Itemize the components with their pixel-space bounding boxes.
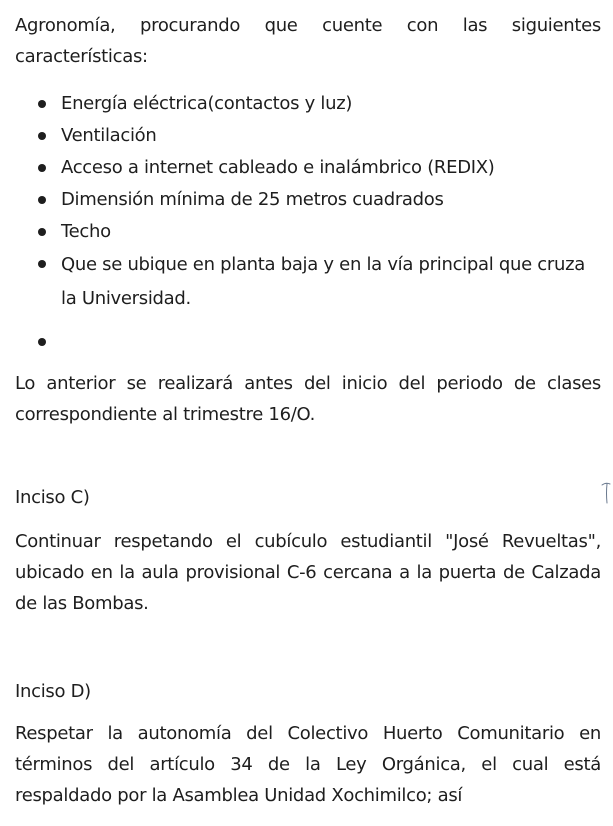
list-item — [15, 152, 601, 184]
bullet-dot-icon — [38, 100, 46, 108]
requirements-list — [15, 88, 601, 352]
inciso-c-heading: Inciso C) — [15, 487, 90, 508]
bullet-dot-icon — [38, 260, 46, 268]
bullet-dot-icon — [38, 164, 46, 172]
inciso-c-paragraph: Continuar respetando el cubículo estudiantil "José Revueltas", ubicado en la aula provisional C-6 cercana a la puerta de Calzada de las Bombas. — [15, 531, 601, 614]
intro-paragraph: Agronomía, procurando que cuente con las siguientes características: — [15, 15, 601, 67]
bullet-dot-icon — [38, 196, 46, 204]
list-item-text: Techo — [61, 221, 111, 242]
bullet-dot-icon — [38, 338, 46, 346]
list-item-text: Dimensión mínima de 25 metros cuadrados — [61, 189, 444, 210]
list-item-text: Energía eléctrica(contactos y luz) — [61, 93, 353, 114]
list-item-text: Ventilación — [61, 125, 157, 146]
list-item — [15, 248, 601, 316]
after-list-paragraph: Lo anterior se realizará antes del inicio del periodo de clases correspondiente al trimestre 16/O. — [15, 373, 601, 425]
list-item — [15, 120, 601, 152]
list-item-empty — [15, 316, 601, 352]
list-item-text: Acceso a internet cableado e inalámbrico (REDIX) — [61, 157, 495, 178]
list-item — [15, 184, 601, 216]
handwritten-margin-mark-icon — [601, 481, 611, 505]
list-item — [15, 88, 601, 120]
list-item — [15, 216, 601, 248]
inciso-d-paragraph: Respetar la autonomía del Colectivo Huerto Comunitario en términos del artículo 34 de la Ley Orgánica, el cual está respaldado por la Asamblea Unidad Xochimilco; así — [15, 723, 601, 806]
inciso-d-heading: Inciso D) — [15, 681, 91, 702]
bullet-dot-icon — [38, 228, 46, 236]
bullet-dot-icon — [38, 132, 46, 140]
list-item-text: Que se ubique en planta baja y en la vía principal que cruza la Universidad. — [61, 254, 585, 309]
